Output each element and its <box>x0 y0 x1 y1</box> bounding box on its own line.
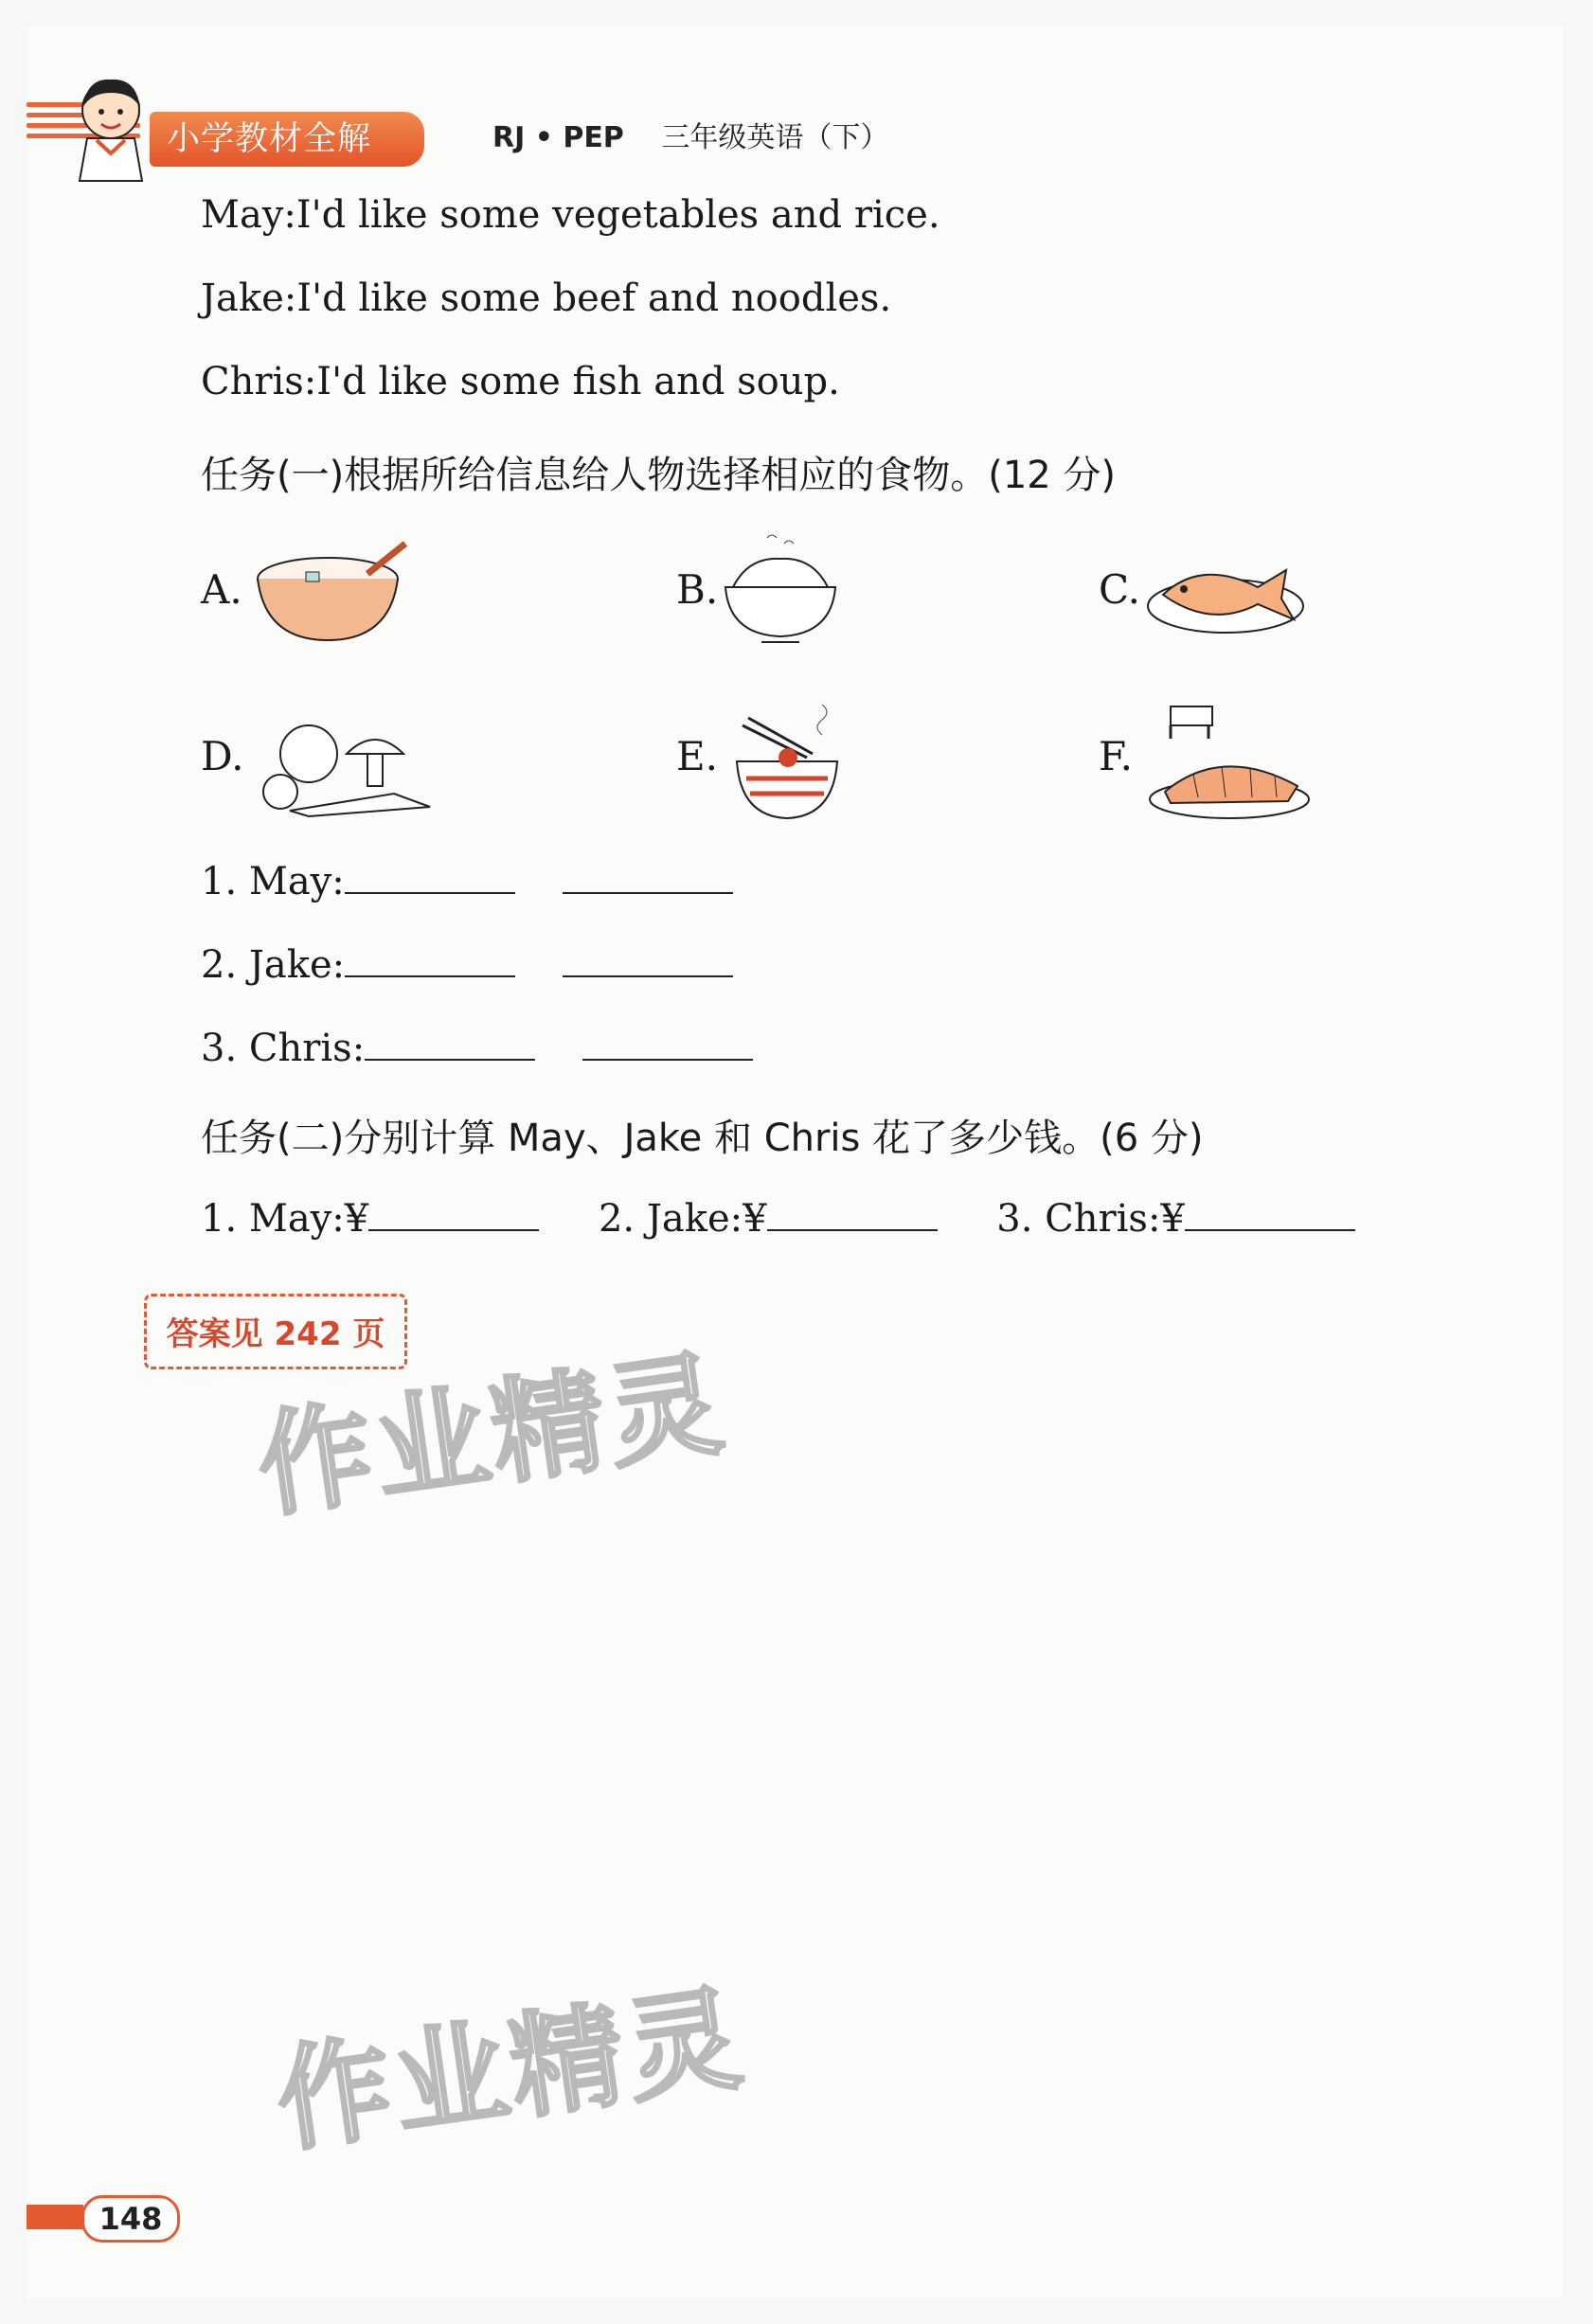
task2-item-chris: 3. Chris:¥ <box>996 1197 1185 1241</box>
answer-blank[interactable] <box>563 941 733 977</box>
soup-bowl-icon <box>254 536 415 645</box>
rice-bowl-icon <box>720 530 841 653</box>
answer-blank[interactable] <box>345 858 515 894</box>
task1-title: 任务(一)根据所给信息给人物选择相应的食物。(12 分) <box>201 454 1117 497</box>
task1-item-jake <box>201 941 733 987</box>
vegetables-icon <box>252 716 438 820</box>
dialogue-may: May:I'd like some vegetables and rice. <box>201 193 940 237</box>
answer-blank[interactable] <box>582 1025 753 1061</box>
answer-blank[interactable] <box>563 858 733 894</box>
task2-items <box>201 1195 1355 1241</box>
edition-code: RJ • PEP <box>492 121 624 154</box>
option-a-label: A. <box>201 566 242 613</box>
series-title: 小学教材全解 <box>150 112 424 167</box>
answer-blank[interactable] <box>368 1195 539 1231</box>
header-info <box>492 114 888 155</box>
dialogue-jake: Jake:I'd like some beef and noodles. <box>201 277 892 320</box>
watermark: 作业精灵 <box>269 1973 753 2169</box>
beef-plate-icon <box>1146 697 1312 822</box>
option-f-label: F. <box>1099 733 1133 779</box>
task2-title: 任务(二)分别计算 May、Jake 和 Chris 花了多少钱。(6 分) <box>201 1117 1204 1160</box>
task1-item-label: 3. Chris: <box>201 1027 366 1070</box>
task1-item-label: 2. Jake: <box>201 943 346 987</box>
answer-reference-badge: 答案见 242 页 <box>144 1294 407 1369</box>
answer-blank[interactable] <box>365 1025 535 1061</box>
subject-label: 三年级英语（下） <box>661 121 889 154</box>
dialogue-chris: Chris:I'd like some fish and soup. <box>201 360 840 403</box>
fish-plate-icon <box>1144 549 1310 639</box>
task1-item-may <box>201 858 733 903</box>
watermark: 作业精灵 <box>250 1338 734 1534</box>
footer-bar <box>27 2205 83 2229</box>
answer-blank[interactable] <box>767 1195 938 1231</box>
page-number: 148 <box>81 2195 180 2243</box>
option-e-label: E. <box>676 733 719 779</box>
task1-item-label: 1. May: <box>201 860 345 903</box>
kid-mascot-icon <box>59 72 163 186</box>
task1-item-chris <box>201 1025 753 1070</box>
noodles-bowl-icon <box>731 699 843 824</box>
answer-blank[interactable] <box>1185 1195 1355 1231</box>
option-c-label: C. <box>1099 566 1140 613</box>
option-d-label: D. <box>201 733 244 779</box>
answer-blank[interactable] <box>345 941 515 977</box>
task2-item-may: 1. May:¥ <box>201 1197 369 1241</box>
task2-item-jake: 2. Jake:¥ <box>598 1197 767 1241</box>
option-b-label: B. <box>676 566 719 613</box>
